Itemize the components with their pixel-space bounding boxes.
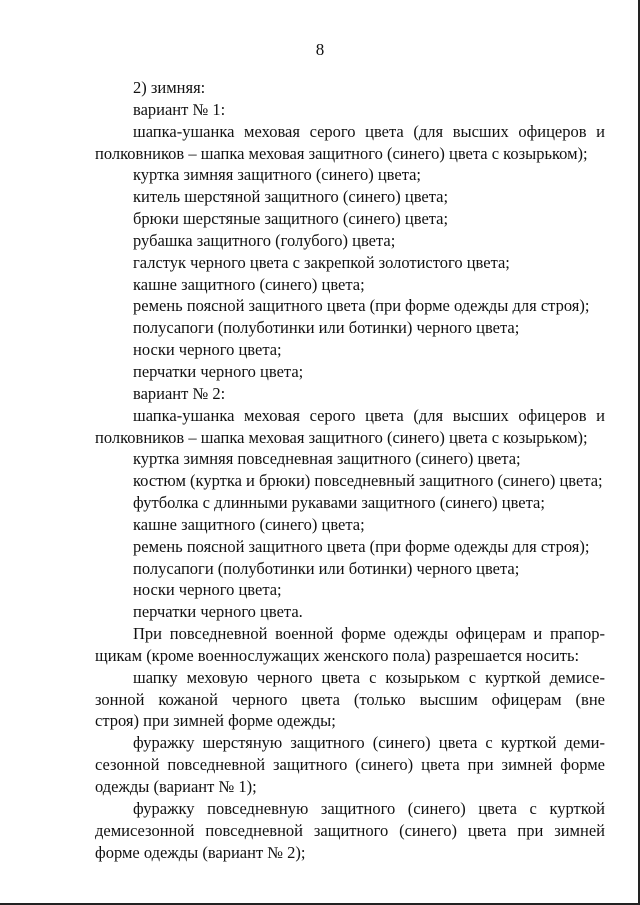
text-line: одежды (вариант № 1);: [95, 777, 257, 796]
text-line: вариант № 1:: [133, 99, 226, 119]
text-line: полусапоги (полуботинки или ботинки) черного цвета;: [133, 558, 520, 578]
text-line: куртка зимняя защитного (синего) цвета;: [133, 165, 422, 185]
text-line: ремень поясной защитного цвета (при форме одежды для строя);: [133, 536, 590, 556]
text-line: фуражку шерстяную защитного (синего) цвета с курткой деми-: [133, 733, 605, 753]
text-line: При повседневной военной форме одежды офицерам и прапор-: [133, 624, 605, 644]
text-line: брюки шерстяные защитного (синего) цвета;: [133, 209, 449, 229]
text-line: шапка-ушанка меховая серого цвета (для высших офицеров и: [133, 121, 605, 141]
page-number: 8: [315, 40, 325, 59]
text-line: рубашка защитного (голубого) цвета;: [133, 230, 396, 250]
text-line: щикам (кроме военнослужащих женского пола) разрешается носить:: [95, 645, 580, 665]
text-line: шапку меховую черного цвета с козырьком с курткой демисе-: [133, 667, 605, 687]
text-line: форме одежды (вариант № 2);: [95, 842, 306, 862]
text-line: кашне защитного (синего) цвета;: [133, 274, 365, 294]
text-line: демисезонной повседневной защитного (синего) цвета при зимней: [95, 820, 605, 840]
text-line: зонной кожаной черного цвета (только высшим офицерам (вне: [95, 689, 605, 709]
text-line: футболка с длинными рукавами защитного (синего) цвета;: [133, 493, 545, 513]
text-line: полковников – шапка меховая защитного (синего) цвета с козырьком);: [95, 143, 588, 163]
text-line: сезонной повседневной защитного (синего) цвета при зимней форме: [95, 755, 605, 775]
text-line: ремень поясной защитного цвета (при форме одежды для строя);: [133, 296, 590, 316]
text-line: костюм (куртка и брюки) повседневный защитного (синего) цвета;: [133, 471, 603, 491]
text-line: галстук черного цвета с закрепкой золотистого цвета;: [133, 252, 510, 272]
text-line: перчатки черного цвета.: [133, 602, 303, 622]
text-line: вариант № 2:: [133, 383, 226, 403]
text-line: кашне защитного (синего) цвета;: [133, 514, 365, 534]
document-body: [95, 77, 605, 863]
text-line: полусапоги (полуботинки или ботинки) черного цвета;: [133, 318, 520, 338]
text-line: носки черного цвета;: [133, 580, 282, 600]
text-line: фуражку повседневную защитного (синего) цвета с курткой: [133, 798, 605, 818]
text-line: 2) зимняя:: [133, 78, 206, 97]
text-line: строя) при зимней форме одежды;: [95, 711, 336, 731]
text-line: куртка зимняя повседневная защитного (синего) цвета;: [133, 449, 521, 469]
text-line: китель шерстяной защитного (синего) цвета;: [133, 187, 449, 207]
text-line: носки черного цвета;: [133, 340, 282, 360]
text-line: шапка-ушанка меховая серого цвета (для высших офицеров и: [133, 405, 605, 425]
text-line: полковников – шапка меховая защитного (синего) цвета с козырьком);: [95, 427, 588, 447]
text-line: перчатки черного цвета;: [133, 361, 304, 381]
